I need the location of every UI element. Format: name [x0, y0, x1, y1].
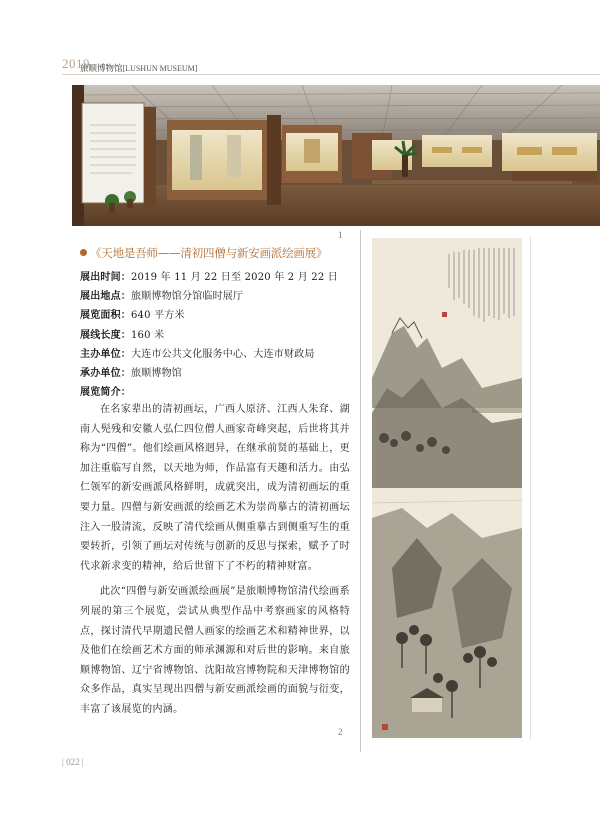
- info-row-host: 主办单位：大连市公共文化服务中心、大连市财政局: [80, 348, 315, 360]
- info-row-area: 展览面积：640 平方米: [80, 310, 185, 322]
- exhibition-description: [80, 400, 350, 726]
- intro-label: 展览简介：: [80, 387, 131, 399]
- column-divider: [360, 230, 361, 752]
- figure-1-number: 1: [338, 230, 343, 240]
- info-row-venue: 展出地点：旅顺博物馆分馆临时展厅: [80, 291, 244, 303]
- info-row-time: 展出时间：2019 年 11 月 22 日至 2020 年 2 月 22 日: [80, 272, 339, 283]
- bullet-dot-icon: [80, 249, 87, 256]
- paragraph-1: 在名家辈出的清初画坛，广西人原济、江西人朱耷、湖南人髡残和安徽人弘仁四位僧人画家奇峰突起，后世将其并称为“四僧”。他们绘画风格迥异，在继承前贤的基础上，更加注重临写自然，以天地为师，作品富有天趣和活力。由弘仁领军的新安画派风格鲜明，成就突出，成为清初画坛的重要力量。四僧与新安画派的绘画艺术为崇尚摹古的清初画坛注入一股清流，反映了清代绘画从侧重摹古到侧重写生的重要转折，引领了画坛对传统与创新的反思与探索，赋予了时代求新求变的精神，给后世留下了不朽的精神财富。: [80, 404, 350, 572]
- right-rule: [530, 236, 531, 740]
- exhibition-hall-photo: [72, 85, 600, 226]
- logo-en: [LUSHUN MUSEUM]: [122, 64, 198, 73]
- info-row-organizer: 承办单位：旅顺博物馆: [80, 368, 182, 380]
- info-row-length: 展线长度：160 米: [80, 329, 165, 341]
- landscape-scroll-painting: [372, 238, 522, 738]
- exhibition-info: [80, 268, 350, 402]
- header-year: 2019: [62, 56, 90, 71]
- page-number: | 022 |: [62, 757, 84, 767]
- figure-2-number: 2: [338, 727, 343, 737]
- header-logo: [80, 62, 197, 74]
- logo-cn: 旅顺博物馆: [80, 64, 123, 74]
- paragraph-2: 此次“四僧与新安画派绘画展”是旅顺博物馆清代绘画系列展的第三个展览，尝试从典型作品中考察画家的风格特点，探讨清代早期遗民僧人画家的绘画艺术和精神世界，以及他们在绘画艺术方面的师承渊源和对后世的影响。来自旅顺博物馆、辽宁省博物馆、沈阳故宫博物院和天津博物馆的众多作品，真实呈现出四僧与新安画派绘画的面貌与衍变，丰富了该展览的内涵。: [80, 586, 350, 715]
- exhibition-title: 《天地是吾师——清初四僧与新安画派绘画展》: [80, 245, 360, 261]
- header-rule: [62, 74, 600, 75]
